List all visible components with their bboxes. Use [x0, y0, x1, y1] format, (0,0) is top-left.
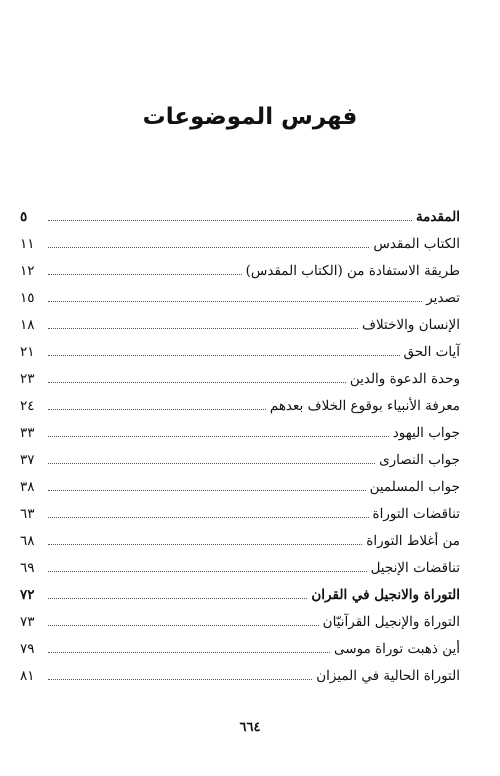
dot-leader: [48, 489, 366, 491]
toc-entry: [20, 253, 460, 280]
toc-entry-title: جواب اليهود: [392, 425, 460, 441]
toc-entry: [20, 550, 460, 577]
dot-leader: [48, 435, 389, 437]
toc-entry-page: ٣٧: [20, 452, 35, 468]
toc-entry-page: ٥: [20, 209, 28, 225]
toc-entry-title: التوراة الحالية في الميزان: [316, 668, 460, 684]
dot-leader: [48, 327, 358, 329]
toc-entry: [20, 388, 460, 415]
dot-leader: [48, 408, 266, 410]
toc-entry-title: تناقضات الإنجيل: [370, 560, 460, 576]
toc-entry: [20, 469, 460, 496]
toc-entry: [20, 226, 460, 253]
dot-leader: [48, 624, 319, 626]
dot-leader: [48, 597, 307, 599]
toc-entry: [20, 307, 460, 334]
toc-entry-page: ١٥: [20, 290, 35, 306]
toc-entry-title: التوراة والانجيل في القران: [311, 587, 460, 603]
dot-leader: [48, 219, 412, 221]
toc-entry-title: طريقة الاستفادة من (الكتاب المقدس): [245, 263, 460, 279]
toc-entry-page: ٣٣: [20, 425, 35, 441]
toc-entry-page: ١٢: [20, 263, 35, 279]
toc-entry-page: ٦٩: [20, 560, 35, 576]
toc-entry: [20, 199, 460, 226]
toc-entry: [20, 496, 460, 523]
dot-leader: [48, 273, 242, 275]
toc-entry-page: ٢١: [20, 344, 35, 360]
toc-entry: [20, 658, 460, 685]
dot-leader: [48, 678, 312, 680]
toc-entry-page: ٢٣: [20, 371, 35, 387]
toc-entry-title: جواب المسلمين: [369, 479, 460, 495]
toc-entry-page: ٣٨: [20, 479, 35, 495]
page-title: فهرس الموضوعات: [142, 104, 358, 130]
toc-entry-title: وحدة الدعوة والدين: [349, 371, 460, 387]
toc-entry: [20, 442, 460, 469]
dot-leader: [48, 516, 369, 518]
toc-entry-title: الإنسان والاختلاف: [361, 317, 460, 333]
toc-entry-page: ٦٣: [20, 506, 35, 522]
toc-entry: [20, 523, 460, 550]
toc-entry-title: تناقضات التوراة: [372, 506, 460, 522]
toc-entry: [20, 334, 460, 361]
toc-entry-page: ٧٢: [20, 587, 35, 603]
dot-leader: [48, 570, 367, 572]
toc-entry: [20, 577, 460, 604]
dot-leader: [48, 543, 362, 545]
toc-entry-page: ٢٤: [20, 398, 35, 414]
toc-entry: [20, 631, 460, 658]
toc-entry-title: آيات الحق: [403, 344, 460, 360]
toc-entry: [20, 415, 460, 442]
dot-leader: [48, 381, 346, 383]
toc-entry-page: ٧٣: [20, 614, 35, 630]
toc-entry-page: ٧٩: [20, 641, 35, 657]
table-of-contents: [20, 199, 460, 685]
toc-entry-page: ١٨: [20, 317, 35, 333]
dot-leader: [48, 246, 369, 248]
toc-entry-page: ٨١: [20, 668, 35, 684]
toc-entry-title: معرفة الأنبياء بوقوع الخلاف بعدهم: [269, 398, 460, 414]
toc-entry-title: الكتاب المقدس: [373, 236, 460, 252]
toc-entry-title: من أغلاط التوراة: [366, 533, 460, 549]
dot-leader: [48, 651, 330, 653]
dot-leader: [48, 300, 422, 302]
toc-entry: [20, 280, 460, 307]
toc-entry-page: ١١: [20, 236, 35, 252]
toc-entry-title: تصدير: [426, 290, 460, 306]
toc-entry: [20, 361, 460, 388]
toc-entry-title: جواب النصارى: [379, 452, 460, 468]
toc-entry: [20, 604, 460, 631]
toc-entry-title: المقدمة: [415, 209, 460, 225]
dot-leader: [48, 462, 375, 464]
dot-leader: [48, 354, 400, 356]
page-number: ٦٦٤: [239, 720, 261, 735]
toc-entry-page: ٦٨: [20, 533, 35, 549]
toc-entry-title: التوراة والإنجيل القرآنيّان: [322, 614, 460, 630]
toc-entry-title: أين ذهبت توراة موسى: [334, 641, 460, 657]
